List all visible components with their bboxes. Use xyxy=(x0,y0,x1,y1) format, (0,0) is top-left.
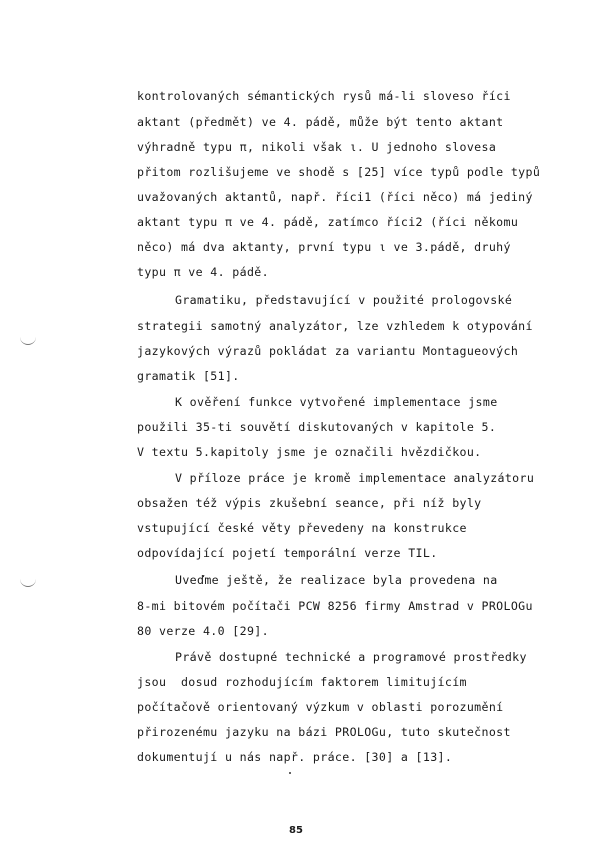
paragraph-first-line: V příloze práce je kromě implementace analyzátoru xyxy=(175,471,535,485)
text-line: jazykových výrazů pokládat za variantu Montagueových xyxy=(137,344,519,358)
text-line: přitom rozlišujeme ve shodě s [25] více typů podle typů xyxy=(137,165,541,179)
text-line: strategii samotný analyzátor, lze vzhledem k otypování xyxy=(137,319,533,333)
text-line: přirozenému jazyku na bázi PROLOGu, tuto skutečnost xyxy=(137,725,511,739)
page-number: 85 xyxy=(289,825,303,836)
text-line: aktant (předmět) ve 4. pádě, může být tento aktant xyxy=(137,115,504,129)
text-line: kontrolovaných sémantických rysů má-li sloveso říci xyxy=(137,89,511,103)
text-line: počítačově orientovaný výzkum v oblasti porozumění xyxy=(137,700,504,714)
paragraph-first-line: K ověření funkce vytvořené implementace jsme xyxy=(175,395,498,409)
text-line: něco) má dva aktanty, první typu ι ve 3.pádě, druhý xyxy=(137,240,511,254)
text-line: gramatik [51]. xyxy=(137,369,240,383)
text-line: odpovídající pojetí temporální verze TIL. xyxy=(137,546,438,560)
scan-mark xyxy=(20,578,36,587)
text-line: vstupující české věty převedeny na konstrukce xyxy=(137,521,467,535)
text-line: 8-mi bitovém počítači PCW 8256 firmy Amstrad v PROLOGu xyxy=(137,599,533,613)
paragraph-first-line: Právě dostupné technické a programové prostředky xyxy=(175,650,527,664)
text-line: jsou dosud rozhodujícím faktorem limitujícím xyxy=(137,675,467,689)
paragraph-first-line: Uveďme ještě, že realizace byla provedena na xyxy=(175,573,498,587)
paragraph-first-line: Gramatiku, představující v použité prologovské xyxy=(175,293,513,307)
scan-mark xyxy=(20,336,36,345)
text-line: použili 35-ti souvětí diskutovaných v kapitole 5. xyxy=(137,420,497,434)
text-line: typu π ve 4. pádě. xyxy=(137,265,269,279)
text-line: V textu 5.kapitoly jsme je označili hvězdičkou. xyxy=(137,445,482,459)
text-line: výhradně typu π, nikoli však ι. U jednoho slovesa xyxy=(137,140,497,154)
text-line: dokumentují u nás např. práce. [30] a [13]. xyxy=(137,750,453,764)
text-line: 80 verze 4.0 [29]. xyxy=(137,624,269,638)
text-line: obsažen též výpis zkušební seance, při níž byly xyxy=(137,496,482,510)
text-line: aktant typu π ve 4. pádě, zatímco říci2 (říci někomu xyxy=(137,215,519,229)
text-line: uvažovaných aktantů, např. říci1 (říci něco) má jediný xyxy=(137,190,533,204)
ink-dot xyxy=(289,772,291,774)
